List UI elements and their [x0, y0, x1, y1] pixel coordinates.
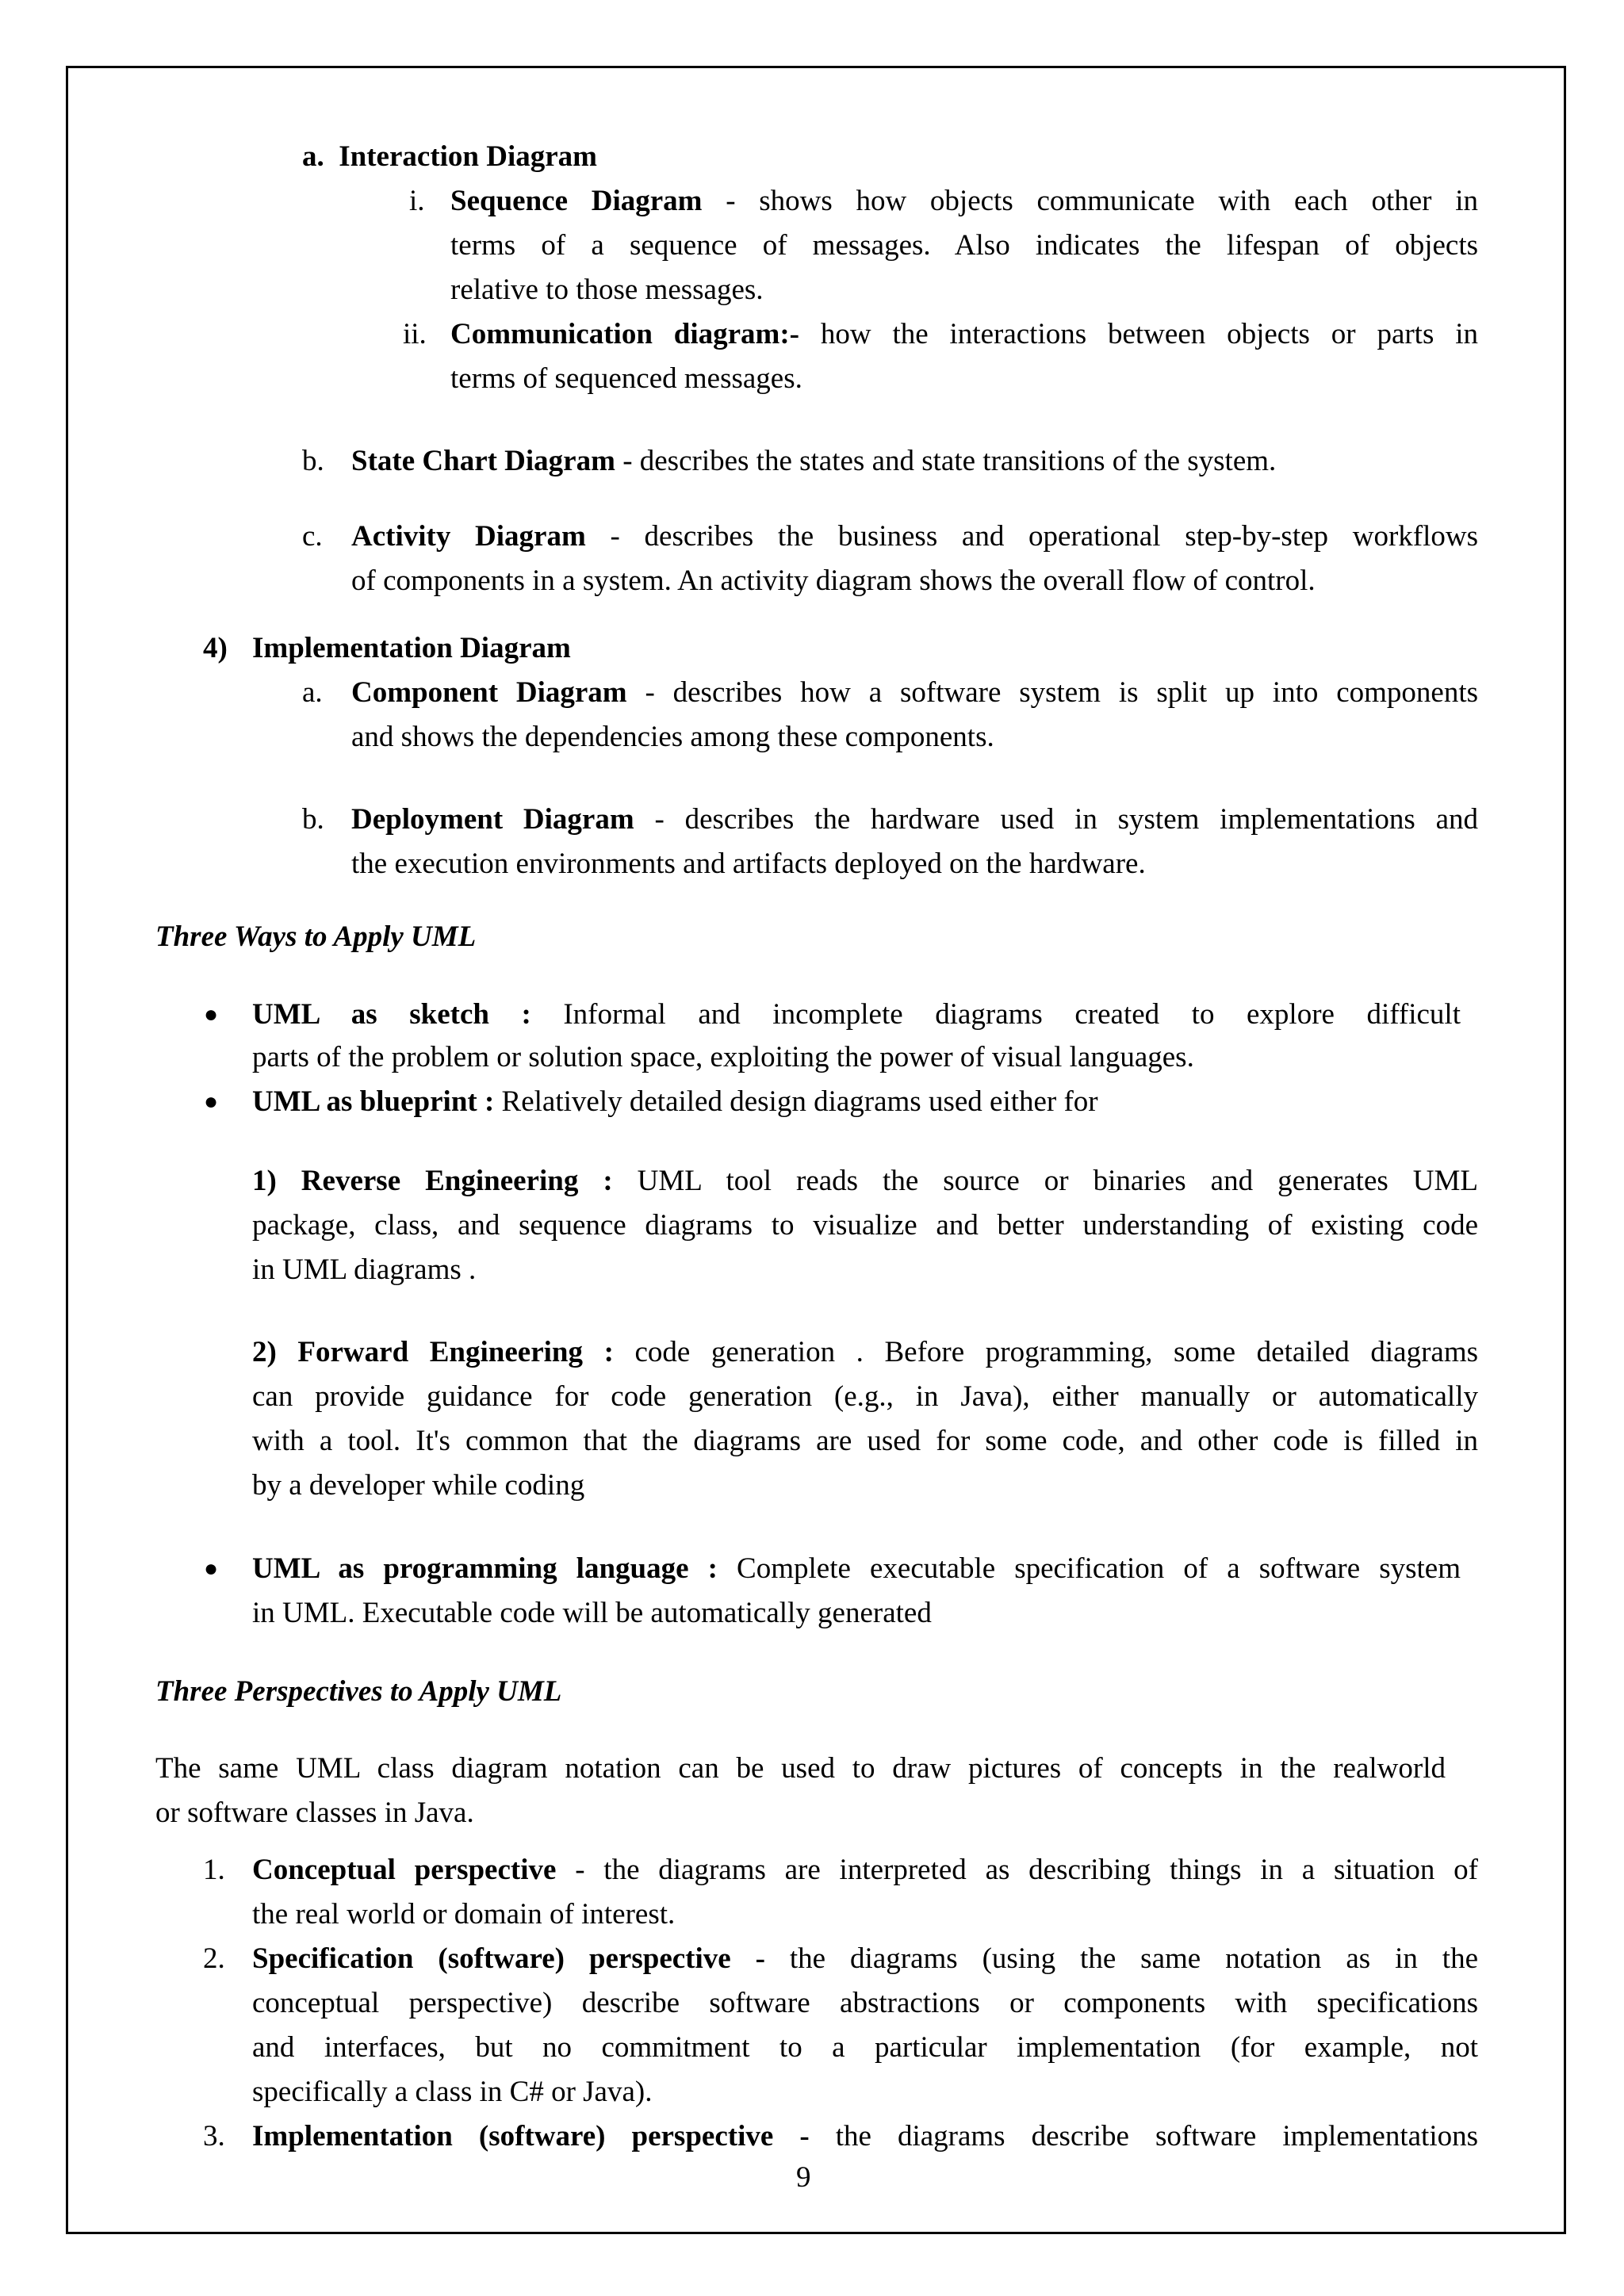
list-marker: i. [409, 185, 425, 217]
sequence-diagram-line-2: terms of a sequence of messages. Also indicates the lifespan of objects [450, 229, 1478, 262]
term: Conceptual perspective [252, 1854, 557, 1886]
list-marker: 3. [203, 2120, 225, 2152]
specification-perspective-line-1 [252, 1942, 1478, 1976]
uml-programming-line-1 [252, 1552, 1461, 1586]
text: Complete executable specification of a software system [737, 1552, 1461, 1585]
uml-sketch-line-2: parts of the problem or solution space, exploiting the power of visual languages. [252, 1041, 1194, 1073]
specification-perspective-line-3: and interfaces, but no commitment to a particular implementation (for example, not [252, 2031, 1478, 2064]
three-perspectives-heading: Three Perspectives to Apply UML [155, 1675, 562, 1708]
communication-diagram-line-2: terms of sequenced messages. [450, 362, 802, 395]
list-marker: b. [302, 803, 324, 836]
text: Relatively detailed design diagrams used either for [501, 1085, 1098, 1118]
text: - the diagrams are interpreted as describing things in a situation of [575, 1854, 1479, 1886]
list-marker: 4) [203, 632, 228, 664]
list-marker: a. [302, 140, 324, 173]
deployment-diagram-line-2: the execution environments and artifacts deployed on the hardware. [351, 848, 1146, 880]
text: how the interactions between objects or parts in [820, 318, 1479, 350]
section-title: Interaction Diagram [339, 140, 597, 173]
term: 1) Reverse Engineering : [252, 1165, 613, 1197]
term: UML as sketch : [252, 998, 531, 1031]
term: 2) Forward Engineering : [252, 1336, 614, 1368]
component-diagram-line-2: and shows the dependencies among these components. [351, 721, 994, 753]
uml-programming-line-2: in UML. Executable code will be automatically generated [252, 1597, 932, 1629]
three-ways-heading: Three Ways to Apply UML [155, 920, 477, 953]
uml-sketch-line-1 [252, 997, 1461, 1032]
conceptual-perspective-line-1 [252, 1853, 1478, 1888]
text: code generation . Before programming, some detailed diagrams [634, 1336, 1478, 1368]
text: - describes the hardware used in system implementations and [654, 803, 1479, 836]
communication-diagram-line-1 [450, 317, 1478, 352]
reverse-engineering-line-3: in UML diagrams . [252, 1253, 477, 1286]
perspectives-intro-line-1: The same UML class diagram notation can be used to draw pictures of concepts in the realworld [155, 1752, 1446, 1785]
list-marker: a. [302, 676, 323, 709]
deployment-diagram-line-1 [351, 802, 1478, 837]
specification-perspective-line-2: conceptual perspective) describe software abstractions or components with specifications [252, 1987, 1478, 2019]
implementation-diagram-heading: Implementation Diagram [252, 632, 571, 664]
text: - shows how objects communicate with each other in [726, 185, 1478, 217]
perspectives-intro-line-2: or software classes in Java. [155, 1797, 474, 1829]
forward-engineering-line-4: by a developer while coding [252, 1469, 585, 1502]
conceptual-perspective-line-2: the real world or domain of interest. [252, 1898, 676, 1931]
list-marker: b. [302, 445, 324, 477]
sequence-diagram-line-1 [450, 184, 1478, 219]
term: Activity Diagram [351, 520, 586, 553]
term: UML as blueprint : [252, 1085, 495, 1118]
term: Deployment Diagram [351, 803, 634, 836]
term: Component Diagram [351, 676, 627, 709]
component-diagram-line-1 [351, 675, 1478, 710]
list-marker: 2. [203, 1942, 225, 1975]
text: UML tool reads the source or binaries and generates UML [637, 1165, 1478, 1197]
term: Communication diagram:- [450, 318, 800, 350]
text: - describes the business and operational step-by-step workflows [610, 520, 1479, 553]
bullet-icon: ● [204, 1089, 219, 1115]
reverse-engineering-line-2: package, class, and sequence diagrams to visualize and better understanding of existing code [252, 1209, 1478, 1242]
page-number: 9 [796, 2161, 811, 2194]
activity-diagram-line-1 [351, 519, 1478, 554]
term: Specification (software) perspective - [252, 1942, 765, 1975]
forward-engineering-line-2: can provide guidance for code generation (e.g., in Java), either manually or automatically [252, 1380, 1478, 1413]
list-marker: 1. [203, 1854, 225, 1886]
bullet-icon: ● [204, 1001, 219, 1027]
list-marker: ii. [403, 318, 427, 350]
bullet-icon: ● [204, 1556, 219, 1582]
forward-engineering-line-1 [252, 1335, 1478, 1370]
text: Informal and incomplete diagrams created to explore difficult [563, 998, 1461, 1031]
state-chart-line [351, 444, 1276, 479]
term: Implementation (software) perspective - [252, 2120, 810, 2152]
term: UML as programming language : [252, 1552, 718, 1585]
text: the diagrams describe software implementations [835, 2120, 1479, 2152]
activity-diagram-line-2: of components in a system. An activity diagram shows the overall flow of control. [351, 564, 1316, 597]
text: - describes how a software system is split up into components [645, 676, 1479, 709]
uml-blueprint-line [252, 1085, 1098, 1119]
sequence-diagram-line-3: relative to those messages. [450, 274, 764, 306]
forward-engineering-line-3: with a tool. It's common that the diagrams are used for some code, and other code is filled in [252, 1425, 1478, 1457]
term: Sequence Diagram [450, 185, 703, 217]
reverse-engineering-line-1 [252, 1164, 1478, 1199]
implementation-perspective-line-1 [252, 2119, 1478, 2154]
term: State Chart Diagram [351, 445, 615, 477]
specification-perspective-line-4: specifically a class in C# or Java). [252, 2076, 653, 2108]
list-marker: c. [302, 520, 323, 553]
interaction-diagram-heading [302, 140, 597, 174]
text: - describes the states and state transitions of the system. [622, 445, 1277, 477]
text: the diagrams (using the same notation as in the [789, 1942, 1479, 1975]
